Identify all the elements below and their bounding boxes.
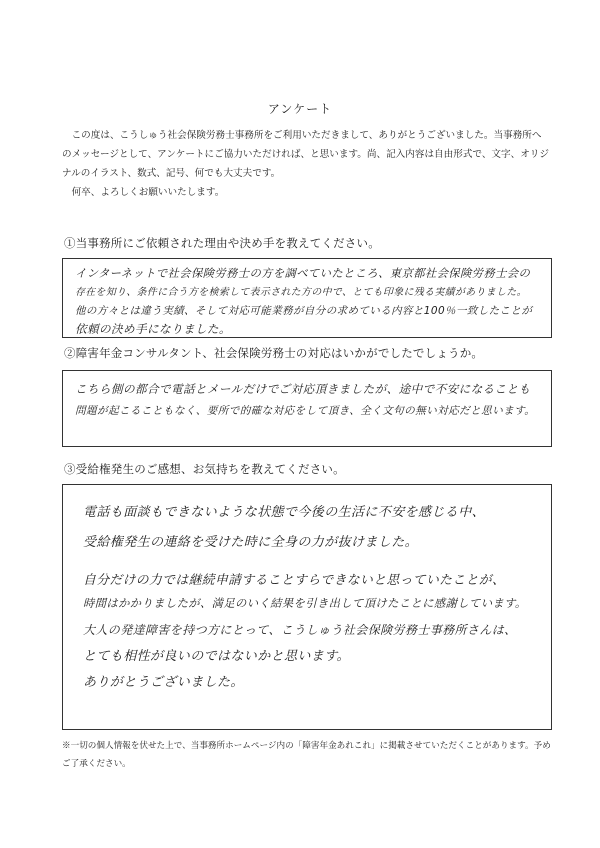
answer-3-line-7: ありがとうございました。 xyxy=(83,675,244,690)
question-1-label: ①当事務所にご依頼された理由や決め手を教えてください。 xyxy=(64,236,380,250)
answer-1-line-1: インターネットで社会保険労務士の方を調べていたところ、東京都社会保険労務士会の xyxy=(75,267,531,280)
answer-2-line-2: 問題が起こることもなく、要所で的確な対応をして頂き、全く文句の無い対応だと思います。 xyxy=(75,405,536,417)
intro-paragraph: この度は、こうしゅう社会保険労務士事務所をご利用いただきまして、ありがとうございました。当事務所へのメッセージとして、アンケートにご協力いただければ、と思います。尚、記入内容は自由形式で、文字、オリジナルのイラスト、数式、記号、何でも大丈夫です。 xyxy=(62,130,549,179)
answer-box-3 xyxy=(62,484,552,730)
question-3-label: ③受給権発生のご感想、お気持ちを教えてください。 xyxy=(64,462,345,476)
answer-3-line-5: 大人の発達障害を持つ方にとって、こうしゅう社会保険労務士事務所さんは、 xyxy=(83,623,517,637)
intro-text xyxy=(62,126,550,202)
answer-3-line-6: とても相性が良いのではないかと思います。 xyxy=(83,649,350,664)
answer-3-line-4: 時間はかかりましたが、満足のいく結果を引き出して頂けたことに感謝しています。 xyxy=(83,597,527,610)
answer-1-line-2: 存在を知り、条件に合う方を検索して表示された方の中で、とても印象に残る実績がありました。 xyxy=(75,287,527,298)
intro-closing: 何卒、よろしくお願いいたします。 xyxy=(71,187,225,198)
answer-3-line-3: 自分だけの力では継続申請することすらできないと思っていたことが、 xyxy=(83,573,506,588)
answer-3-line-1: 電話も面談もできないような状態で今後の生活に不安を感じる中、 xyxy=(83,505,486,520)
question-2-label: ②障害年金コンサルタント、社会保険労務士の対応はいかがでしたでしょうか。 xyxy=(64,346,484,360)
footnote xyxy=(62,737,552,773)
footnote-text: ※一切の個人情報を伏せた上で、当事務所ホームページ内の「障害年金あれこれ」に掲載させていただくことがあります。予めご了承ください。 xyxy=(62,741,551,769)
survey-title: アンケート xyxy=(267,102,333,116)
answer-1-line-3: 他の方々とは違う実績、そして対応可能業務が自分の求めている内容と100％一致したことが xyxy=(75,305,533,317)
answer-3-line-2: 受給権発生の連絡を受けた時に全身の力が抜けました。 xyxy=(83,535,419,550)
answer-2-line-1: こちら側の都合で電話とメールだけでご対応頂きましたが、途中で不安になることも xyxy=(75,382,531,396)
answer-box-2 xyxy=(62,370,552,447)
answer-box-1 xyxy=(62,258,552,338)
answer-1-line-4: 依頼の決め手になりました。 xyxy=(75,322,231,336)
